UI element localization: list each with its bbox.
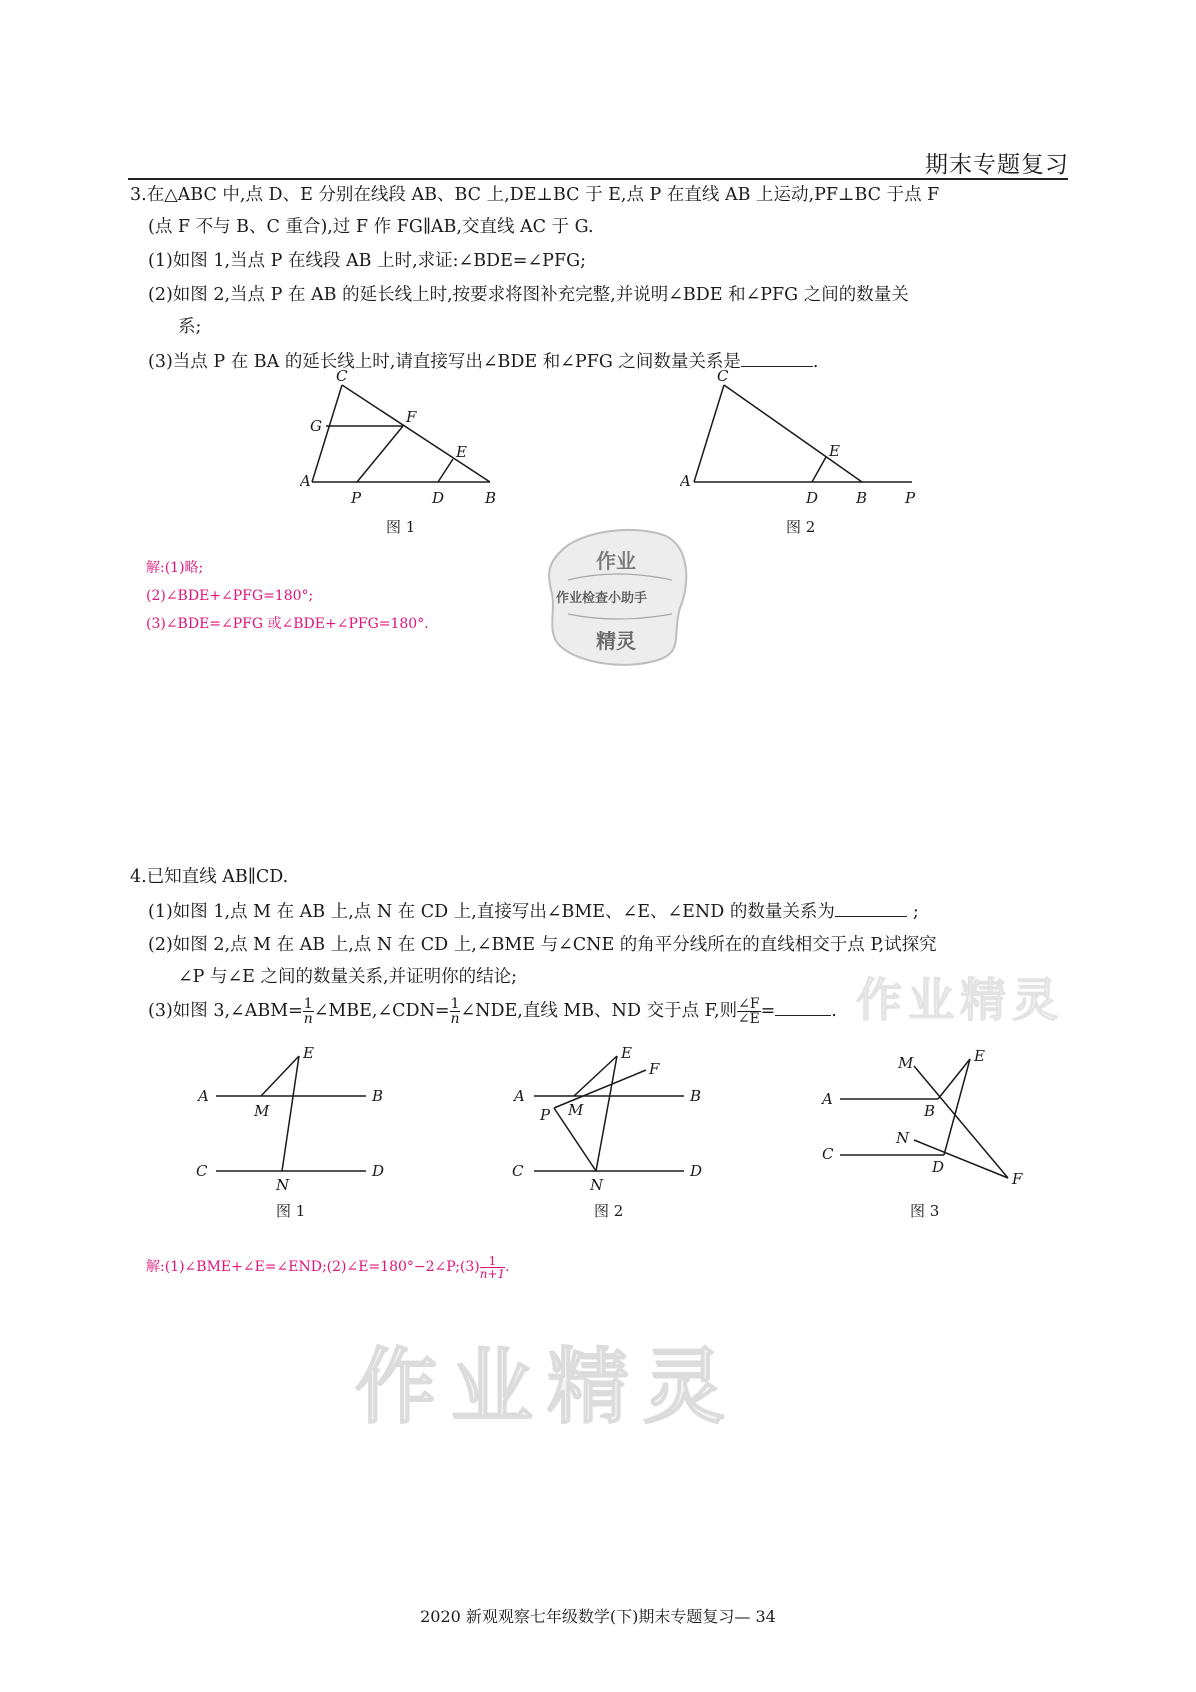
label-A: A [198,1087,209,1105]
q3-answer-3: (3)∠BDE=∠PFG 或∠BDE+∠PFG=180°. [146,616,429,632]
q4-stem: 4.已知直线 AB∥CD. [130,867,289,887]
q4-part1 [148,900,919,923]
q4-answer-text: 解:(1)∠BME+∠E=∠END;(2)∠E=180°−2∠P;(3) [146,1259,480,1275]
watermark-big: 作业精灵 [355,1340,740,1435]
q4-part3-eq: = [760,1001,776,1021]
segment-CA [694,385,724,482]
stamp-logo [540,524,690,670]
label-A: A [680,472,691,490]
label-B: B [924,1102,936,1120]
label-N: N [590,1176,604,1194]
q3-part3-blank [741,350,813,367]
q4-part1-end: ; [912,902,919,922]
label-C: C [196,1162,208,1180]
q4-part2-line2: ∠P 与∠E 之间的数量关系,并证明你的结论; [178,967,517,987]
q3-part3-end: . [812,352,819,372]
q3-answer-1: 解:(1)略; [146,560,204,576]
label-F: F [649,1060,660,1078]
label-D: D [690,1162,703,1180]
label-M: M [568,1101,584,1119]
segment-EN [282,1056,299,1171]
segment-PF [357,426,403,482]
q3-answer-2: (2)∠BDE+∠PFG=180°; [146,588,314,604]
label-N: N [276,1176,290,1194]
q4-part3-frac-FE [737,997,760,1026]
page-footer: 2020 新观观察七年级数学(下)期末专题复习— 34 [420,1607,776,1626]
answer-frac-num: 1 [480,1255,505,1268]
q4-answer-end: . [505,1259,510,1275]
label-F: F [1012,1170,1023,1188]
label-B: B [485,489,497,507]
q3-part2-line2: 系; [178,317,202,337]
header-divider [128,178,1068,180]
q3-part1: (1)如图 1,当点 P 在线段 AB 上时,求证:∠BDE=∠PFG; [148,251,586,271]
q4-part1-blank [835,900,907,917]
frac-1-den: n [303,1011,313,1027]
label-B: B [372,1087,384,1105]
q4-figure-2-caption: 图 2 [594,1202,624,1220]
segment-CB [342,385,490,482]
q3-stem-line2: (点 F 不与 B、C 重合),过 F 作 FG∥AB,交直线 AC 于 G. [148,217,594,237]
label-P: P [540,1106,551,1124]
label-C: C [336,368,348,385]
q4-figure-3-caption: 图 3 [910,1202,940,1220]
q4-figure-1 [190,1044,390,1194]
stamp-text-top: 作业 [596,549,636,573]
q4-part3 [148,994,837,1028]
frac-FE-den: ∠E [737,1011,760,1027]
q3-figure-2 [680,368,930,510]
q4-part3-end: . [831,1001,837,1021]
line-NF [914,1140,1008,1178]
label-B: B [856,489,868,507]
q4-answer [146,1250,510,1284]
q4-part1-text: (1)如图 1,点 M 在 AB 上,点 N 在 CD 上,直接写出∠BME、∠E、∠END 的数量关系为 [148,902,835,922]
label-D: D [806,489,819,507]
q4-part3-blank [775,999,831,1016]
segment-DE [812,457,826,482]
line-MF [914,1066,1008,1178]
label-C: C [822,1145,834,1163]
label-C: C [512,1162,524,1180]
frac-2-den: n [450,1011,460,1027]
frac-FE-num: ∠F [738,996,760,1012]
label-D: D [932,1158,945,1176]
q4-answer-frac [480,1255,505,1280]
q3-part3-text: (3)当点 P 在 BA 的延长线上时,请直接写出∠BDE 和∠PFG 之间数量关系是 [148,352,741,372]
label-C: C [717,368,729,385]
frac-2-num: 1 [450,996,460,1012]
frac-1-num: 1 [303,996,313,1012]
label-E: E [621,1044,632,1062]
label-A: A [300,472,311,490]
label-N: N [896,1129,910,1147]
label-M: M [254,1102,270,1120]
watermark-mid: 作业精灵 [856,973,1064,1027]
q4-part3-frac-1 [303,997,314,1026]
q4-part3-pre: (3)如图 3,∠ABM= [148,1001,303,1021]
q3-part2-line1: (2)如图 2,当点 P 在 AB 的延长线上时,按要求将图补充完整,并说明∠BDE 和∠PFG 之间的数量关 [148,285,909,305]
stamp-text-middle: 作业检查小助手 [556,591,648,606]
label-B: B [690,1087,702,1105]
q4-part3-mid2: ∠NDE,直线 MB、ND 交于点 F,则 [460,1001,738,1021]
label-M: M [898,1054,914,1072]
label-E: E [456,443,467,461]
label-P: P [905,489,916,507]
q3-stem-line1: 3.在△ABC 中,点 D、E 分别在线段 AB、BC 上,DE⊥BC 于 E,点 P 在直线 AB 上运动,PF⊥BC 于点 F [130,185,940,205]
label-A: A [514,1087,525,1105]
label-D: D [372,1162,385,1180]
q4-part2-line1: (2)如图 2,点 M 在 AB 上,点 N 在 CD 上,∠BME 与∠CNE 的角平分线所在的直线相交于点 P,试探究 [148,935,937,955]
q4-figure-1-caption: 图 1 [276,1202,306,1220]
q4-part3-frac-2 [450,997,461,1026]
q4-part3-mid1: ∠MBE,∠CDN= [313,1001,450,1021]
label-A: A [822,1090,833,1108]
stamp-text-bottom: 精灵 [596,629,636,653]
page-header-title: 期末专题复习 [925,152,1069,178]
q3-figure-2-caption: 图 2 [786,518,816,536]
label-P: P [351,489,362,507]
q3-figure-1-caption: 图 1 [386,518,416,536]
segment-DE [438,459,453,482]
label-E: E [974,1047,985,1065]
label-G: G [310,417,322,435]
segment-CB [724,385,862,482]
q4-figure-3 [820,1044,1040,1194]
q4-figure-2 [508,1044,708,1194]
q3-figure-1 [300,368,510,510]
label-D: D [432,489,445,507]
label-E: E [829,442,840,460]
label-E: E [303,1044,314,1062]
label-F: F [406,408,417,426]
answer-frac-den: n+1 [479,1266,506,1281]
